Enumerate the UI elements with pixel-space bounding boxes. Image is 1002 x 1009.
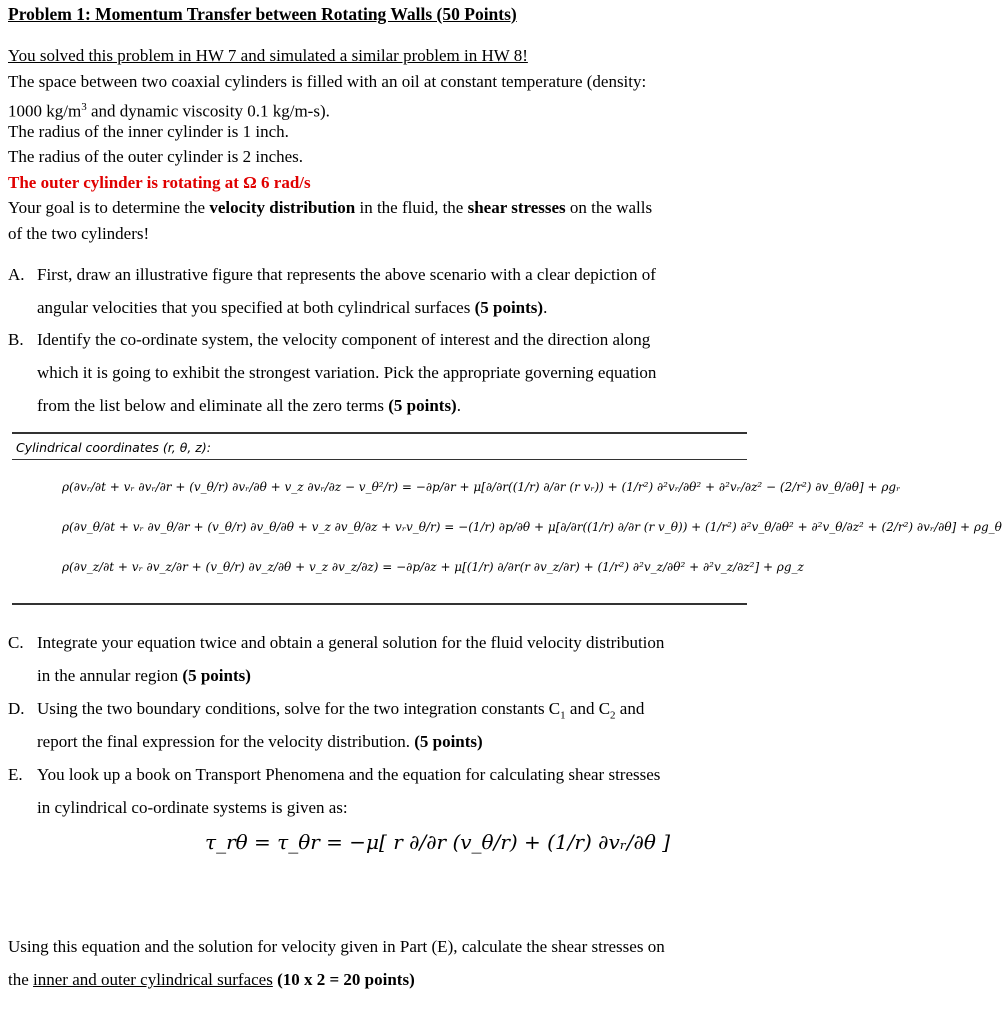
part-c-text: Integrate your equation twice and obtain a general solution for the fluid velocity distribution xyxy=(37,633,665,652)
problem-title: Problem 1: Momentum Transfer between Rotating Walls (50 Points) xyxy=(8,4,517,24)
part-b-text-2: which it is going to exhibit the strongest variation. Pick the appropriate governing equation xyxy=(37,363,657,382)
part-b-text: Identify the co-ordinate system, the velocity component of interest and the direction along xyxy=(37,330,651,349)
r-momentum-equation: ρ(∂vᵣ/∂t + vᵣ ∂vᵣ/∂r + (v_θ/r) ∂vᵣ/∂θ + v_z ∂vᵣ/∂z − v_θ²/r) = −∂p/∂r + μ[∂/∂r((1/r) ∂/∂r (r vᵣ)) + (1/r²) ∂²vᵣ/∂θ² + ∂²vᵣ/∂z² − (2/r²) ∂v_θ/∂θ] + ρgᵣ xyxy=(62,480,901,494)
intro-line-outer-radius: The radius of the outer cylinder is 2 inches. xyxy=(8,147,304,166)
intro-line-inner-radius: The radius of the inner cylinder is 1 inch. xyxy=(8,122,289,141)
equations-bottom-rule xyxy=(12,603,747,605)
part-a-text: First, draw an illustrative figure that represents the above scenario with a clear depiction of xyxy=(37,265,656,284)
part-d-text: Using the two boundary conditions, solve for the two integration constants $C_1$ and $C_2$ and xyxy=(37,699,645,722)
part-b-text-3: from the list below and eliminate all the zero terms (5 points). xyxy=(37,396,461,415)
intro-line-3: 1000 $kg/m^3$ and dynamic viscosity 0.1 kg/m-s). xyxy=(8,101,330,121)
part-d-text-2: report the final expression for the velocity distribution. (5 points) xyxy=(37,732,483,751)
part-c-label: C. xyxy=(8,633,24,652)
part-c-text-2: in the annular region (5 points) xyxy=(37,666,251,685)
final-instruction-line-1: Using this equation and the solution for velocity given in Part (E), calculate the shear stresses on xyxy=(8,937,665,956)
equations-header: Cylindrical coordinates (r, θ, z): xyxy=(16,440,211,455)
part-a-label: A. xyxy=(8,265,25,284)
intro-line-goal: Your goal is to determine the velocity distribution in the fluid, the shear stresses on the walls xyxy=(8,198,653,217)
equations-top-rule xyxy=(12,432,747,434)
intro-line-2: The space between two coaxial cylinders is filled with an oil at constant temperature (density: xyxy=(8,72,647,91)
equations-header-rule xyxy=(12,459,747,460)
intro-line-hw-note: You solved this problem in HW 7 and simulated a similar problem in HW 8! xyxy=(8,46,528,65)
shear-stress-equation: τ_rθ = τ_θr = −μ[ r ∂/∂r (v_θ/r) + (1/r) ∂vᵣ/∂θ ] xyxy=(205,830,671,854)
part-a-text-2: angular velocities that you specified at both cylindrical surfaces (5 points). xyxy=(37,298,548,317)
intro-line-goal-cont: of the two cylinders! xyxy=(8,224,150,243)
final-instruction-line-2: the inner and outer cylindrical surfaces (10 x 2 = 20 points) xyxy=(8,970,415,989)
part-e-text: You look up a book on Transport Phenomena and the equation for calculating shear stresses xyxy=(37,765,661,784)
intro-line-rotation: The outer cylinder is rotating at Ω 6 rad/s xyxy=(8,173,311,192)
theta-momentum-equation: ρ(∂v_θ/∂t + vᵣ ∂v_θ/∂r + (v_θ/r) ∂v_θ/∂θ + v_z ∂v_θ/∂z + vᵣv_θ/r) = −(1/r) ∂p/∂θ + μ[∂/∂r((1/r) ∂/∂r (r v_θ)) + (1/r²) ∂²v_θ/∂θ² + ∂²v_θ/∂z² + (2/r²) ∂vᵣ/∂θ] + ρg_θ xyxy=(62,520,1002,534)
part-e-text-2: in cylindrical co-ordinate systems is given as: xyxy=(37,798,348,817)
part-d-label: D. xyxy=(8,699,25,718)
part-e-label: E. xyxy=(8,765,23,784)
z-momentum-equation: ρ(∂v_z/∂t + vᵣ ∂v_z/∂r + (v_θ/r) ∂v_z/∂θ + v_z ∂v_z/∂z) = −∂p/∂z + μ[(1/r) ∂/∂r(r ∂v_z/∂r) + (1/r²) ∂²v_z/∂θ² + ∂²v_z/∂z²] + ρg_z xyxy=(62,560,804,574)
navier-stokes-equations xyxy=(12,432,1002,606)
part-b-label: B. xyxy=(8,330,24,349)
